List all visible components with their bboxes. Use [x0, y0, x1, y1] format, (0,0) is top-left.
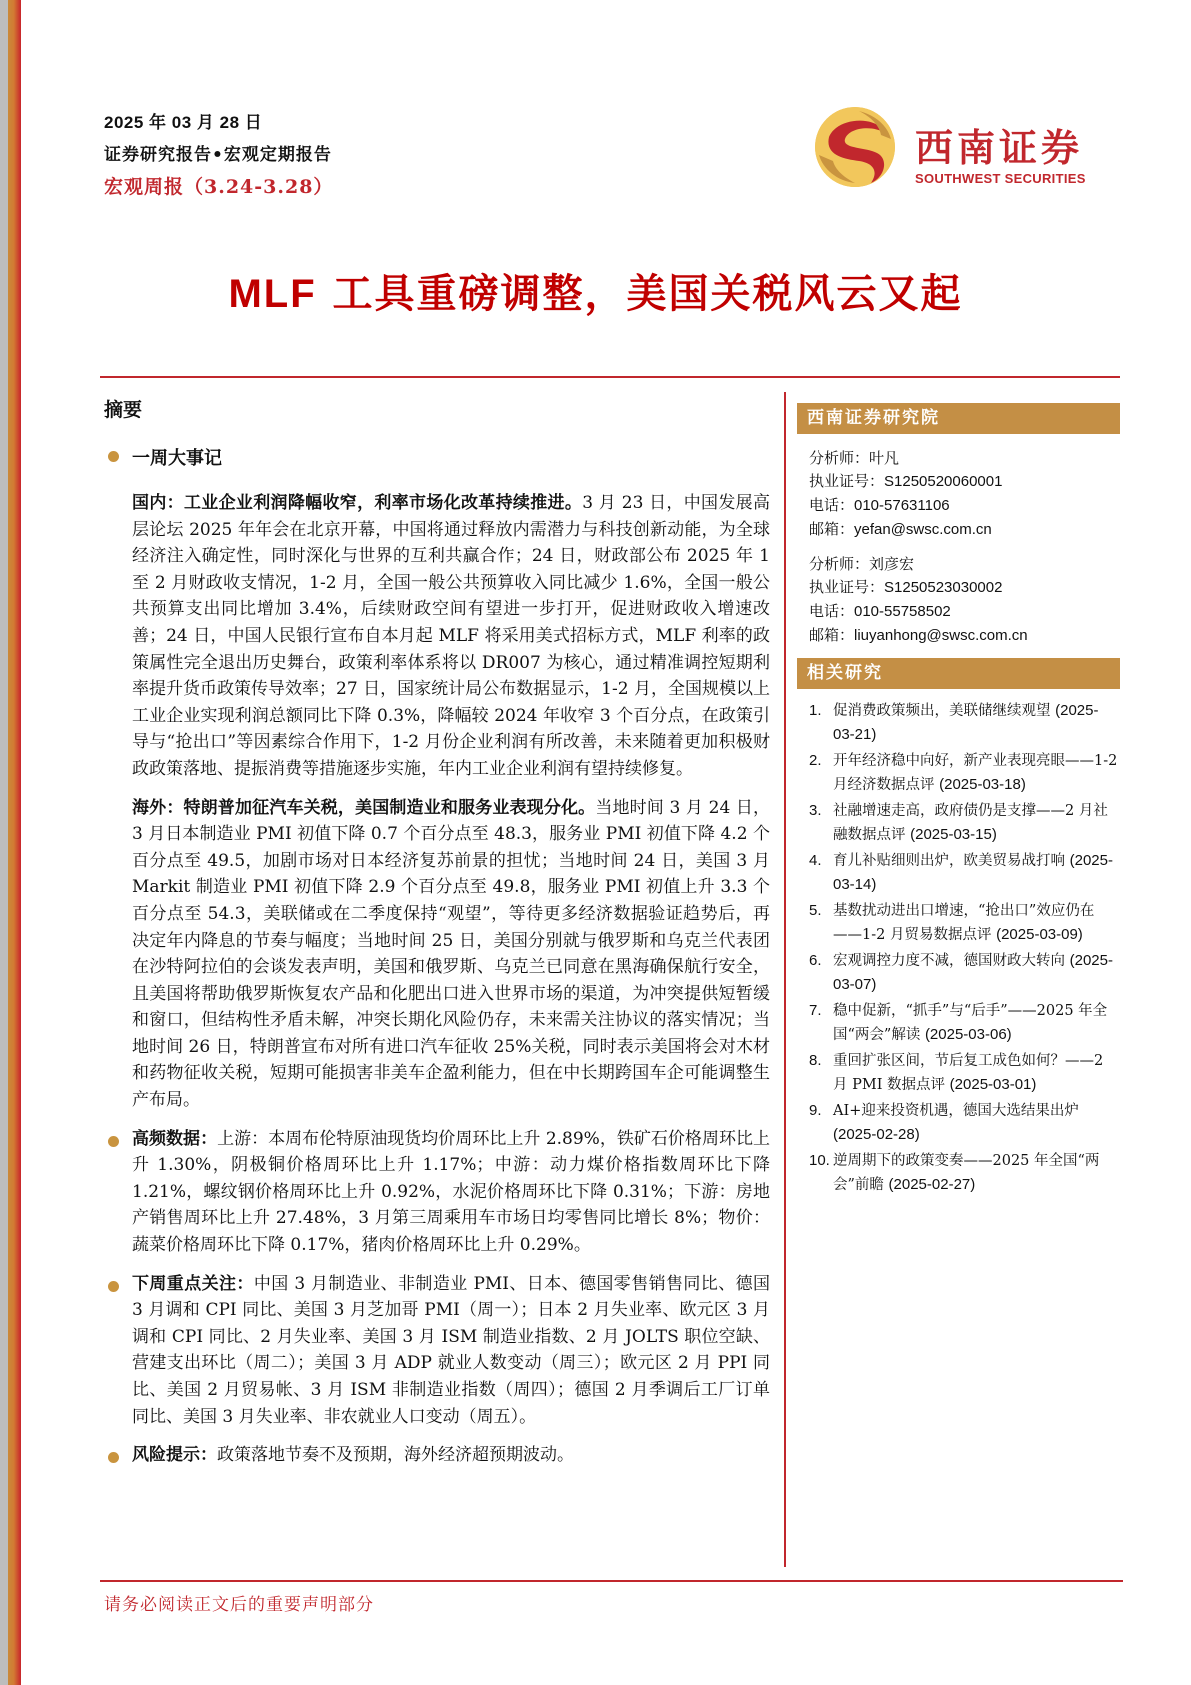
item-title: 开年经济稳中向好，新产业表现亮眼——1-2 月经济数据点评 [833, 753, 1118, 793]
related-item[interactable] [809, 749, 1120, 797]
item-date: (2025-02-27) [888, 1176, 976, 1193]
item-title: 逆周期下的政策变奏——2025 年全国“两会”前瞻 [833, 1153, 1100, 1193]
item-title: 宏观调控力度不减，德国财政大转向 [833, 953, 1065, 969]
item-title: AI+迎来投资机遇，德国大选结果出炉 [833, 1103, 1079, 1119]
related-item[interactable] [809, 999, 1120, 1047]
sidebar [797, 403, 1120, 1199]
domestic-paragraph [100, 490, 770, 783]
next-week-body: 中国 3 月制造业、非制造业 PMI、日本、德国零售销售同比、德国 3 月调和 CPI 同比、美国 3 月芝加哥 PMI（周一）；日本 2 月失业率、欧元区 3 月调和 CPI 同比、2 月失业率、美国 3 月 ISM 制造业指数、2 月 JOLTS 职位空缺、营建支出环比（周二）；美国 3 月 ADP 就业人数变动（周三）；欧元区 2 月 PPI 同比、美国 2 月贸易帐、3 月 ISM 非制造业指数（周四）；德国 2 月季调后工厂订单同比、美国 3 月失业率、非农就业人口变动（周五）。 [132, 1273, 771, 1427]
item-title: 重回扩张区间，节后复工成色如何？——2 月 PMI 数据点评 [833, 1053, 1104, 1093]
report-type: 证券研究报告•宏观定期报告 [104, 145, 332, 165]
analyst-name: 分析师：刘彦宏 [809, 555, 915, 573]
week-events-heading [100, 444, 770, 470]
high-freq-body: 上游：本周布伦特原油现货均价周环比上升 2.89%，铁矿石价格周环比上升 1.30%，阴极铜价格周环比上升 1.17%；中游：动力煤价格指数周环比下降 1.21%，螺纹钢价格周环比上升 0.92%，水泥价格周环比下降 0.31%；下游：房地产销售周环比上升 27.48%，3 月第三周乘用车市场日均零售同比增长 8%；物价：蔬菜价格周环比下降 0.17%，猪肉价格周环比上升 0.29%。 [132, 1128, 770, 1256]
item-date: (2025-03-14) [833, 852, 1113, 893]
analyst-phone: 电话：010-55758502 [809, 603, 951, 620]
abstract-heading: 摘要 [104, 399, 143, 421]
item-number: 6. [809, 952, 822, 969]
page-edge-gray [0, 0, 8, 1685]
next-week-paragraph [100, 1271, 770, 1431]
footer-divider [100, 1580, 1123, 1582]
report-date: 2025 年 03 月 28 日 [104, 113, 263, 132]
overseas-paragraph [100, 795, 770, 1114]
item-number: 9. [809, 1102, 822, 1119]
item-title: 基数扰动进出口增速，“抢出口”效应仍在——1-2 月贸易数据点评 [833, 903, 1095, 943]
report-title [0, 262, 1191, 319]
analyst-cert: 执业证号：S1250523030002 [809, 579, 1003, 596]
analyst-cert: 执业证号：S1250520060001 [809, 473, 1003, 490]
analyst-card [809, 552, 1120, 648]
risk-body: 政策落地节奏不及预期，海外经济超预期波动。 [217, 1445, 574, 1466]
item-number: 4. [809, 852, 822, 869]
item-number: 3. [809, 802, 822, 819]
related-item[interactable] [809, 849, 1120, 897]
analyst-card [809, 446, 1120, 542]
item-number: 5. [809, 902, 822, 919]
related-item[interactable] [809, 949, 1120, 997]
related-item[interactable] [809, 1049, 1120, 1097]
overseas-body: 当地时间 3 月 24 日，3 月日本制造业 PMI 初值下降 0.7 个百分点至 48.3，服务业 PMI 初值下降 4.2 个百分点至 49.5，加剧市场对日本经济复苏前景的担忧；当地时间 24 日，美国 3 月 Markit 制造业 PMI 初值下降 2.9 个百分点至 49.8，服务业 PMI 初值上升 3.3 个百分点至 54.3，美联储或在二季度保持“观望”，等待更多经济数据验证趋势后，再决定年内降息的节奏与幅度；当地时间 25 日，美国分别就与俄罗斯和乌克兰代表团在沙特阿拉伯的会谈发表声明，美国和俄罗斯、乌克兰已同意在黑海确保航行安全，且美国将帮助俄罗斯恢复农产品和化肥出口进入世界市场的渠道，为冲突提供短暂缓和窗口，但结构性矛盾未解，冲突长期化风险仍存，未来需关注协议的落实情况；当地时间 26 日，特朗普宣布对所有进口汽车征收 25%关税，同时表示美国将会对木材和药物征收关税，短期可能损害非美车企盈利能力，但在中长期跨国车企可能调整生产布局。 [132, 797, 770, 1111]
column-divider [784, 392, 786, 1567]
related-item[interactable] [809, 799, 1120, 847]
related-heading: 相关研究 [797, 658, 1120, 689]
title-text: 工具重磅调整，美国关税风云又起 [316, 270, 963, 317]
item-date: (2025-02-28) [833, 1126, 920, 1143]
item-date: (2025-03-07) [833, 952, 1113, 993]
logo-name-en: SOUTHWEST SECURITIES [915, 171, 1086, 186]
next-week-lead: 下周重点关注： [132, 1273, 254, 1294]
analyst-list [797, 434, 1120, 648]
item-title: 促消费政策频出，美联储继续观望 [833, 703, 1051, 719]
top-divider [100, 376, 1120, 378]
bullet-icon [108, 1452, 119, 1463]
high-freq-paragraph [100, 1126, 770, 1259]
item-number: 7. [809, 1002, 822, 1019]
item-date: (2025-03-06) [924, 1026, 1012, 1043]
analyst-email[interactable]: 邮箱：yefan@swsc.com.cn [809, 521, 992, 538]
item-title: 稳中促新，“抓手”与“后手”——2025 年全国“两会”解读 [833, 1003, 1108, 1043]
related-item[interactable] [809, 1099, 1120, 1147]
abstract-section [100, 395, 770, 1481]
analyst-phone: 电话：010-57631106 [809, 497, 950, 514]
risk-paragraph [100, 1442, 770, 1469]
item-number: 8. [809, 1052, 822, 1069]
item-title: 育儿补贴细则出炉，欧美贸易战打响 [833, 853, 1065, 869]
high-freq-lead: 高频数据： [132, 1128, 218, 1149]
disclaimer-notice: 请务必阅读正文后的重要声明部分 [104, 1595, 374, 1615]
item-number: 1. [809, 702, 822, 719]
page-edge-accent-bar [8, 0, 21, 1685]
related-item[interactable] [809, 899, 1120, 947]
risk-lead: 风险提示： [132, 1445, 217, 1466]
related-item[interactable] [809, 699, 1120, 747]
company-logo [815, 105, 1115, 195]
logo-name-cn: 西南证券 [915, 125, 1084, 170]
item-date: (2025-03-18) [939, 776, 1026, 793]
week-events-label: 一周大事记 [132, 448, 222, 469]
bullet-icon [108, 451, 119, 462]
analyst-name: 分析师：叶凡 [809, 449, 900, 467]
overseas-lead: 海外：特朗普加征汽车关税，美国制造业和服务业表现分化。 [132, 797, 596, 818]
item-title: 社融增速走高，政府债仍是支撑——2 月社融数据点评 [833, 803, 1108, 843]
related-research [797, 658, 1120, 1197]
item-date: (2025-03-15) [910, 826, 997, 843]
logo-swirl-icon [815, 107, 895, 187]
bullet-icon [108, 1281, 119, 1292]
item-number: 2. [809, 752, 822, 769]
analyst-email[interactable]: 邮箱：liuyanhong@swsc.com.cn [809, 627, 1028, 644]
institute-heading: 西南证券研究院 [797, 403, 1120, 434]
item-date: (2025-03-09) [996, 926, 1083, 943]
related-list [797, 699, 1120, 1197]
item-date: (2025-03-21) [833, 702, 1099, 743]
item-date: (2025-03-01) [949, 1076, 1037, 1093]
domestic-lead: 国内：工业企业利润降幅收窄，利率市场化改革持续推进。 [132, 493, 583, 513]
domestic-body: 3 月 23 日，中国发展高层论坛 2025 年年会在北京开幕，中国将通过释放内需潜力与科技创新动能，为全球经济注入确定性，同时深化与世界的互利共赢合作；24 日，财政部公布 2025 年 1 至 2 月财政收支情况，1-2 月，全国一般公共预算收入同比减少 1.6%，全国一般公共预算支出同比增加 3.4%，后续财政空间有望进一步打开，促进财政收入增速改善；24 日，中国人民银行宣布自本月起 MLF 将采用美式招标方式，MLF 利率的政策属性完全退出历史舞台，政策利率体系将以 DR007 为核心，通过精准调控短期利率提升货币政策传导效率；27 日，国家统计局公布数据显示，1-2 月，全国规模以上工业企业实现利润总额同比下降 0.3%，降幅较 2024 年收窄 3 个百分点，在政策引导与“抢出口”等因素综合作用下，1-2 月份企业利润有所改善，未来随着更加积极财政政策落地、提振消费等措施逐步实施，年内工业企业利润有望持续修复。 [132, 493, 770, 779]
title-prefix: MLF [228, 272, 317, 316]
bullet-icon [108, 1136, 119, 1147]
item-number: 10. [809, 1152, 830, 1169]
report-series: 宏观周报（3.24-3.28） [104, 176, 334, 198]
related-item[interactable] [809, 1149, 1120, 1197]
